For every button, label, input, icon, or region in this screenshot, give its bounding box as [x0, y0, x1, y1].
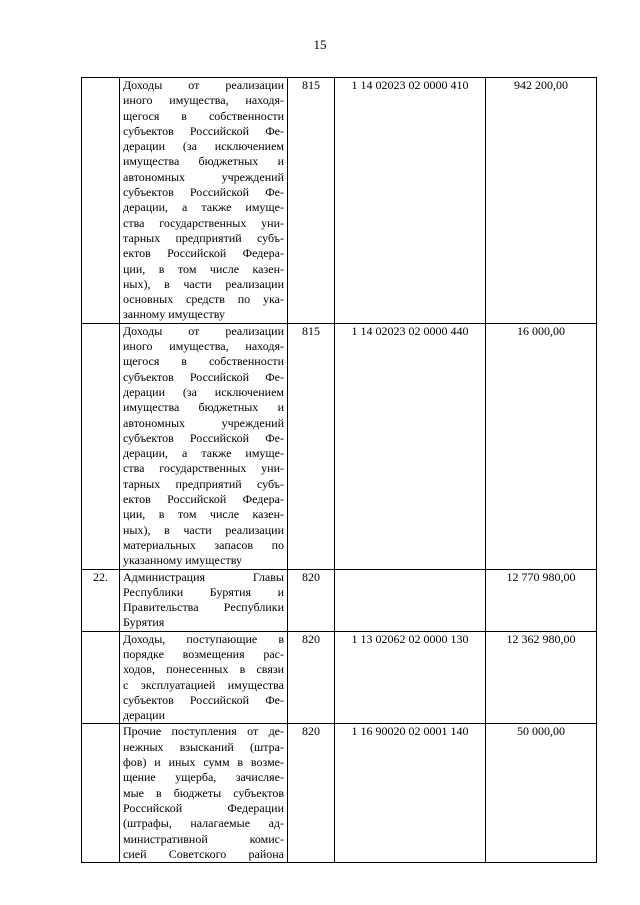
revenue-name-line: дерации (за исключением: [123, 139, 284, 154]
budget-classification-code-cell: 1 14 02023 02 0000 440: [335, 323, 486, 569]
revenue-name-line: щегося в собственности: [123, 108, 284, 123]
revenue-name-line: имущества бюджетных и: [123, 400, 284, 415]
revenue-name-line: иного имущества, находя-: [123, 93, 284, 108]
revenue-name-line: основных средств по ука-: [123, 292, 284, 307]
revenue-name-line: занному имуществу: [123, 307, 225, 322]
row-number-cell: [82, 631, 120, 724]
row-number-cell: 22.: [82, 569, 120, 631]
table-row: [82, 724, 597, 863]
revenue-name-line: автономных учреждений: [123, 415, 284, 430]
administrator-code-cell: 820: [288, 724, 335, 863]
revenue-name-line: субъектов Российской Фе-: [123, 123, 284, 138]
revenue-name-line: нежных взысканий (штра-: [123, 739, 284, 754]
revenue-name-line: имущества бюджетных и: [123, 154, 284, 169]
revenue-name-line: ных), в части реализации: [123, 522, 284, 537]
revenue-name-line: Администрация Главы: [123, 569, 284, 584]
revenue-name-line: субъектов Российской Фе-: [123, 369, 284, 384]
revenue-name-line: дерации (за исключением: [123, 384, 284, 399]
revenue-name-line: материальных запасов по: [123, 537, 284, 552]
revenue-name-line: иного имущества, находя-: [123, 339, 284, 354]
revenue-name-line: Российской Федерации: [123, 800, 284, 815]
revenue-name-line: министративной комис-: [123, 831, 284, 846]
table-row: [82, 323, 597, 569]
amount-cell: 12 770 980,00: [486, 569, 597, 631]
revenue-name-cell: [120, 78, 288, 324]
revenue-name-line: фов) и иных сумм в возме-: [123, 755, 284, 770]
revenue-name-line: Бурятия: [123, 615, 165, 630]
revenue-name-line: ектов Российской Федера-: [123, 246, 284, 261]
revenue-name-cell: [120, 569, 288, 631]
budget-classification-code-cell: [335, 569, 486, 631]
row-number-cell: [82, 724, 120, 863]
amount-cell: 16 000,00: [486, 323, 597, 569]
revenue-name-line: дерации: [123, 708, 166, 723]
budget-classification-code-cell: 1 13 02062 02 0000 130: [335, 631, 486, 724]
revenue-name-line: щение ущерба, зачисляе-: [123, 770, 284, 785]
revenue-name-line: Доходы от реализации: [123, 323, 284, 338]
revenue-name-cell: [120, 631, 288, 724]
page-number: 15: [313, 37, 327, 52]
administrator-code-cell: 815: [288, 323, 335, 569]
revenue-name-line: дерации, а также имуще-: [123, 200, 284, 215]
revenue-name-line: субъектов Российской Фе-: [123, 692, 284, 707]
revenue-name-line: ства государственных уни-: [123, 215, 284, 230]
revenue-name-line: Правительства Республики: [123, 600, 284, 615]
table-body: [82, 78, 597, 863]
revenue-name-line: субъектов Российской Фе-: [123, 185, 284, 200]
revenue-name-cell: [120, 323, 288, 569]
budget-classification-code-cell: 1 14 02023 02 0000 410: [335, 78, 486, 324]
amount-cell: 12 362 980,00: [486, 631, 597, 724]
revenue-name-line: Доходы, поступающие в: [123, 631, 284, 646]
revenue-name-line: ных), в части реализации: [123, 276, 284, 291]
revenue-name-line: указанному имуществу: [123, 553, 242, 568]
revenue-name-line: тарных предприятий субъ-: [123, 476, 284, 491]
revenue-name-line: автономных учреждений: [123, 169, 284, 184]
amount-cell: 942 200,00: [486, 78, 597, 324]
revenue-name-line: (штрафы, налагаемые ад-: [123, 816, 284, 831]
table-row: [82, 78, 597, 324]
revenue-name-line: с эксплуатацией имущества: [123, 677, 284, 692]
revenue-name-line: ции, в том числе казен-: [123, 261, 284, 276]
revenue-name-line: ектов Российской Федера-: [123, 492, 284, 507]
revenue-name-line: порядке возмещения рас-: [123, 646, 284, 661]
amount-cell: 50 000,00: [486, 724, 597, 863]
revenue-name-line: сией Советского района: [123, 846, 284, 861]
revenue-name-line: ходов, понесенных в связи: [123, 662, 284, 677]
revenue-name-line: субъектов Российской Фе-: [123, 430, 284, 445]
administrator-code-cell: 820: [288, 569, 335, 631]
revenue-table: [81, 77, 597, 863]
revenue-name-line: тарных предприятий субъ-: [123, 230, 284, 245]
budget-classification-code-cell: 1 16 90020 02 0001 140: [335, 724, 486, 863]
table-row: [82, 631, 597, 724]
row-number-cell: [82, 323, 120, 569]
revenue-name-line: ции, в том числе казен-: [123, 507, 284, 522]
revenue-name-line: мые в бюджеты субъектов: [123, 785, 284, 800]
revenue-name-cell: [120, 724, 288, 863]
administrator-code-cell: 820: [288, 631, 335, 724]
revenue-name-line: ства государственных уни-: [123, 461, 284, 476]
revenue-name-line: Прочие поступления от де-: [123, 724, 284, 739]
revenue-name-line: Доходы от реализации: [123, 78, 284, 92]
revenue-name-line: щегося в собственности: [123, 354, 284, 369]
row-number-cell: [82, 78, 120, 324]
revenue-name-line: дерации, а также имуще-: [123, 446, 284, 461]
revenue-name-line: Республики Бурятия и: [123, 584, 284, 599]
table-row: [82, 569, 597, 631]
administrator-code-cell: 815: [288, 78, 335, 324]
